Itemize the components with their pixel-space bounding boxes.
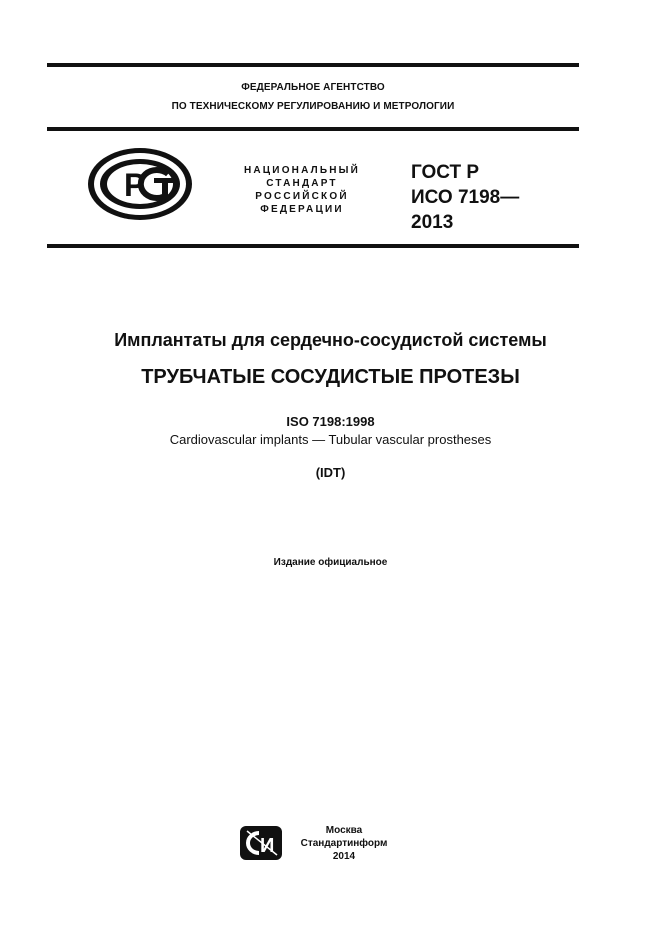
header-divider xyxy=(47,127,579,131)
svg-text:Р: Р xyxy=(124,167,146,203)
header-bottom-rule xyxy=(47,244,579,248)
standard-type-line2: СТАНДАРТ xyxy=(266,178,338,189)
standard-designation xyxy=(411,160,519,235)
agency-name-line1: ФЕДЕРАЛЬНОЕ АГЕНТСТВО xyxy=(241,82,385,93)
standartinform-logo-icon xyxy=(239,825,283,861)
standard-type-line3: РОССИЙСКОЙ xyxy=(255,191,349,202)
standard-type-line1: НАЦИОНАЛЬНЫЙ xyxy=(243,165,361,176)
equivalence-degree: (IDT) xyxy=(315,465,346,480)
publisher-name: Стандартинформ xyxy=(300,838,388,849)
agency-name-line2: ПО ТЕХНИЧЕСКОМУ РЕГУЛИРОВАНИЮ И МЕТРОЛОГИИ xyxy=(171,101,455,112)
document-title: Имплантаты для сердечно-сосудистой системы xyxy=(114,330,547,350)
publisher-info xyxy=(292,824,396,863)
source-standard-title: Cardiovascular implants — Tubular vascular prostheses xyxy=(169,432,492,447)
top-rule xyxy=(47,63,579,67)
designation-line1: ГОСТ Р xyxy=(411,162,480,183)
standard-type xyxy=(232,164,372,216)
source-standard-code: ISO 7198:1998 xyxy=(286,414,375,429)
designation-line2: ИСО 7198— xyxy=(411,187,520,208)
publication-year: 2014 xyxy=(332,851,356,862)
designation-line3: 2013 xyxy=(411,212,454,233)
standard-type-line4: ФЕДЕРАЦИИ xyxy=(260,204,344,215)
document-subtitle: ТРУБЧАТЫЕ СОСУДИСТЫЕ ПРОТЕЗЫ xyxy=(141,366,520,388)
publisher-city: Москва xyxy=(325,825,363,836)
rst-logo-icon xyxy=(86,146,194,222)
svg-text:И: И xyxy=(260,835,275,857)
edition-note: Издание официальное xyxy=(273,557,388,568)
